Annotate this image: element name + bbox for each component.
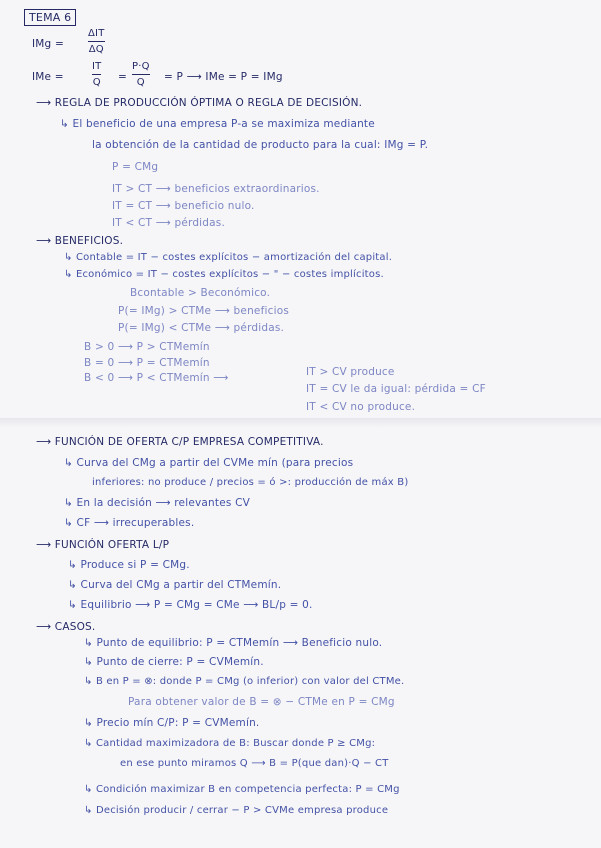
note-line: ↳ En la decisión ⟶ relevantes CV [64,497,250,509]
img-lhs: IMg = [32,38,64,50]
section-heading-beneficios: ⟶ BENEFICIOS. [36,235,124,247]
note-line: ↳ B en P = ⊗: donde P = CMg (o inferior) con valor del CTMe. [84,676,405,687]
note-line: IT < CV no produce. [306,401,416,413]
note-line: P(= IMg) > CTMe ⟶ beneficios [118,305,289,317]
note-line: ↳ Condición maximizar B en competencia perfecta: P = CMg [84,784,400,795]
note-line: IT > CV produce [306,366,395,378]
ime-f1-denominator: Q [92,77,101,88]
note-line: Para obtener valor de B = ⊗ − CTMe en P = CMg [128,696,395,708]
note-line: ↳ Produce si P = CMg. [68,559,190,571]
img-numerator: ΔIT [88,28,105,39]
note-line: ↳ Económico = IT − costes explícitos − " − costes implícitos. [64,269,384,280]
note-line: B < 0 ⟶ P < CTMemín ⟶ [84,372,229,384]
note-line: P(= IMg) < CTMe ⟶ pérdidas. [118,322,285,334]
fraction-bar [132,74,150,75]
note-line: B > 0 ⟶ P > CTMemín [84,341,210,353]
note-line: IT = CT ⟶ beneficio nulo. [112,200,255,212]
page-fold [0,418,601,428]
img-fraction [88,28,105,55]
fraction-bar [92,74,101,75]
note-line: ↳ Contable = IT − costes explícitos − amortización del capital. [64,252,393,263]
ime-fraction-2 [132,61,150,88]
note-line: la obtención de la cantidad de producto para la cual: IMg = P. [92,139,429,151]
note-line: ↳ Punto de cierre: P = CVMemín. [84,656,264,668]
note-line: IT < CT ⟶ pérdidas. [112,217,226,229]
ime-f2-numerator: P·Q [132,61,150,72]
note-line: ↳ Decisión producir / cerrar − P > CVMe empresa produce [84,805,389,816]
section-heading-regla: ⟶ REGLA DE PRODUCCIÓN ÓPTIMA O REGLA DE DECISIÓN. [36,97,363,109]
note-line: P = CMg [112,161,159,173]
section-heading-oferta-lp: ⟶ FUNCIÓN OFERTA L/P [36,539,170,551]
note-line: ↳ Precio mín C/P: P = CVMemín. [84,717,260,729]
note-line: B = 0 ⟶ P = CTMemín [84,357,210,369]
img-denominator: ΔQ [88,44,104,55]
note-line: ↳ Punto de equilibrio: P = CTMemín ⟶ Beneficio nulo. [84,637,383,649]
ime-lhs: IMe = [32,71,64,83]
note-line: en ese punto miramos Q ⟶ B = P(que dan)·Q − CT [120,758,389,769]
note-line: ↳ Cantidad maximizadora de B: Buscar donde P ≥ CMg: [84,738,376,749]
section-heading-casos: ⟶ CASOS. [36,621,96,633]
note-line: ↳ Curva del CMg a partir del CVMe mín (para precios [64,457,354,469]
note-line: ↳ CF ⟶ irrecuperables. [64,517,195,529]
fraction-bar [88,41,105,42]
note-line: inferiores: no produce / precios = ó >: producción de máx B) [92,477,409,488]
note-line: ↳ Curva del CMg a partir del CTMemín. [68,579,282,591]
note-line: IT > CT ⟶ beneficios extraordinarios. [112,183,320,195]
ime-f2-denominator: Q [136,77,145,88]
ime-rest: = P ⟶ IMe = P = IMg [164,71,283,83]
note-line: IT = CV le da igual: pérdida = CF [306,383,486,395]
section-heading-oferta-cp: ⟶ FUNCIÓN DE OFERTA C/P EMPRESA COMPETITIVA. [36,436,324,448]
ime-equals: = [118,71,127,83]
note-line: Bcontable > Beconómico. [130,287,271,299]
note-line: ↳ Equilibrio ⟶ P = CMg = CMe ⟶ BL/p = 0. [68,599,313,611]
page-title: TEMA 6 [24,9,76,26]
ime-f1-numerator: IT [92,61,102,72]
ime-fraction-1 [92,61,101,88]
note-line: ↳ El beneficio de una empresa P-a se maximiza mediante [60,118,375,130]
